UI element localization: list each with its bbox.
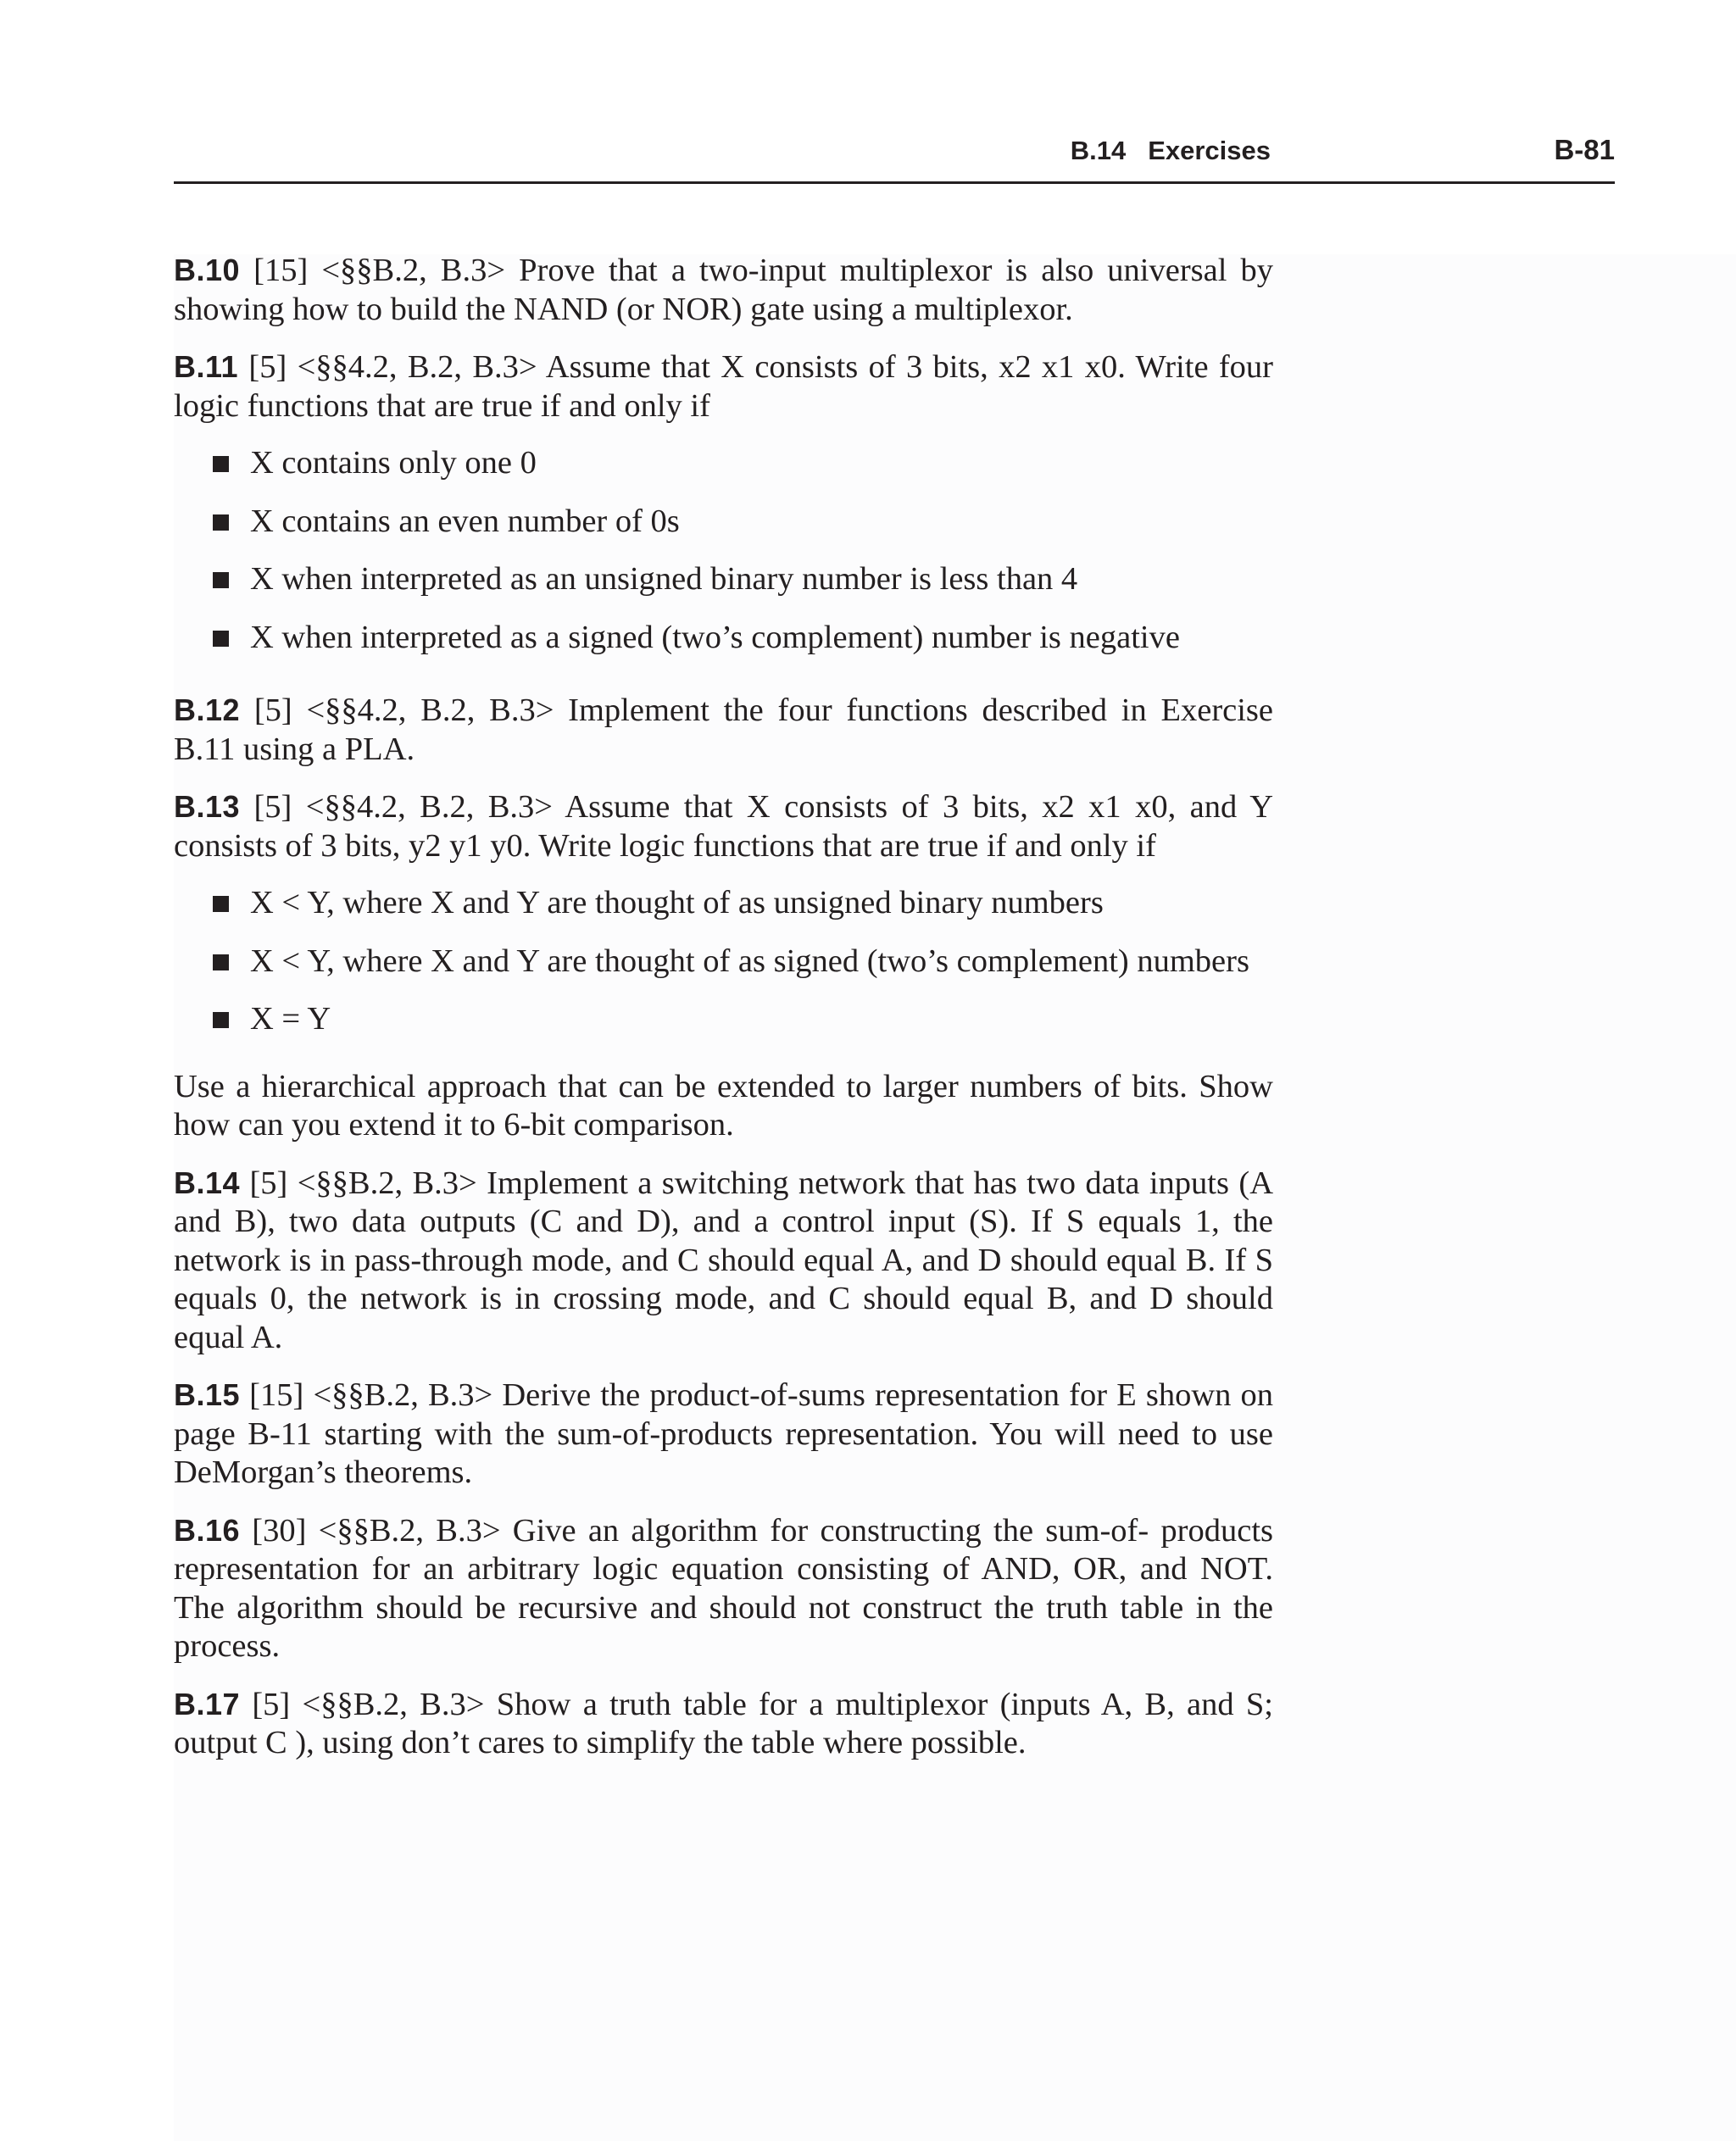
exercise-number: B.13 bbox=[174, 789, 241, 824]
list-item-text: X when interpreted as an unsigned binary number is less than 4 bbox=[250, 561, 1078, 597]
exercise-b14 bbox=[174, 1164, 1273, 1358]
section-heading bbox=[1071, 136, 1271, 166]
exercise-number: B.10 bbox=[174, 253, 241, 287]
exercise-body bbox=[174, 787, 1273, 865]
exercise-text: [30] <§§B.2, B.3> Give an algorithm for constructing the sum-of- products representation for an arbitrary logic equation consisting of AND, OR, and NOT. The algorithm should be recursive and should not construct the truth table in the process. bbox=[174, 1512, 1273, 1664]
exercise-text: [15] <§§B.2, B.3> Prove that a two-input multiplexor is also universal by showing how to build the NAND (or NOR) gate using a multiplexor. bbox=[174, 253, 1273, 327]
exercise-number: B.16 bbox=[174, 1512, 241, 1548]
list-item-text: X < Y, where X and Y are thought of as signed (two’s complement) numbers bbox=[250, 943, 1249, 979]
exercise-b15 bbox=[174, 1376, 1273, 1493]
exercise-b11 bbox=[174, 348, 1273, 657]
section-number: B.14 bbox=[1070, 136, 1127, 165]
list-item-text: X contains only one 0 bbox=[250, 445, 537, 481]
section-title: Exercises bbox=[1148, 136, 1271, 165]
exercise-text: [5] <§§B.2, B.3> Show a truth table for a multiplexor (inputs A, B, and S; output C ), using don’t cares to simplify the table where possible. bbox=[174, 1686, 1273, 1760]
list-item bbox=[174, 943, 1273, 982]
list-item-text: X when interpreted as a signed (two’s complement) number is negative bbox=[250, 619, 1180, 655]
exercise-b16 bbox=[174, 1511, 1273, 1666]
square-bullet-icon bbox=[213, 631, 229, 647]
list-item bbox=[174, 560, 1273, 599]
square-bullet-icon bbox=[213, 456, 229, 472]
square-bullet-icon bbox=[213, 954, 229, 970]
exercise-text: [5] <§§4.2, B.2, B.3> Assume that X consists of 3 bits, x2 x1 x0, and Y consists of 3 bits, y2 y1 y0. Write logic functions that are true if and only if bbox=[174, 789, 1274, 864]
list-item-text: X < Y, where X and Y are thought of as unsigned binary numbers bbox=[250, 885, 1104, 920]
exercise-list bbox=[174, 251, 1273, 1782]
bullet-list bbox=[174, 884, 1273, 1039]
list-item-text: X contains an even number of 0s bbox=[250, 503, 680, 539]
page-number: B-81 bbox=[1554, 134, 1615, 165]
exercise-number: B.15 bbox=[174, 1377, 241, 1412]
exercise-followup: Use a hierarchical approach that can be extended to larger numbers of bits. Show how can you extend it to 6-bit comparison. bbox=[174, 1068, 1273, 1143]
exercise-text: [5] <§§B.2, B.3> Implement a switching network that has two data inputs (A and B), two data outputs (C and D), and a control input (S). If S equals 1, the network is in pass-through mode, and C should equal A, and D should equal B. If S equals 0, the network is in crossing mode, and C should equal B, and D should equal A. bbox=[174, 1165, 1273, 1355]
exercise-text: [5] <§§4.2, B.2, B.3> Assume that X consists of 3 bits, x2 x1 x0. Write four logic functions that are true if and only if bbox=[174, 349, 1273, 424]
square-bullet-icon bbox=[213, 896, 229, 912]
square-bullet-icon bbox=[213, 1012, 229, 1028]
exercise-b13 bbox=[174, 787, 1273, 1145]
exercise-number: B.11 bbox=[174, 349, 239, 384]
bullet-list bbox=[174, 444, 1273, 657]
exercise-number: B.17 bbox=[174, 1686, 241, 1721]
square-bullet-icon bbox=[213, 514, 229, 531]
exercise-text: [15] <§§B.2, B.3> Derive the product-of-sums representation for E shown on page B-11 starting with the sum-of-products representation. You will need to use DeMorgan’s theorems. bbox=[174, 1377, 1273, 1490]
exercise-number: B.12 bbox=[174, 692, 241, 727]
list-item bbox=[174, 884, 1273, 923]
exercise-b12 bbox=[174, 691, 1273, 769]
list-item bbox=[174, 444, 1273, 483]
square-bullet-icon bbox=[213, 572, 229, 588]
running-head bbox=[174, 127, 1615, 184]
list-item bbox=[174, 1000, 1273, 1039]
exercise-b17 bbox=[174, 1685, 1273, 1763]
exercise-text: [5] <§§4.2, B.2, B.3> Implement the four functions described in Exercise B.11 using a PLA. bbox=[174, 692, 1273, 767]
exercise-number: B.14 bbox=[174, 1165, 241, 1200]
exercise-b10 bbox=[174, 251, 1273, 329]
list-item bbox=[174, 619, 1273, 658]
exercise-body bbox=[174, 348, 1273, 425]
list-item bbox=[174, 503, 1273, 542]
list-item-text: X = Y bbox=[250, 1001, 331, 1037]
